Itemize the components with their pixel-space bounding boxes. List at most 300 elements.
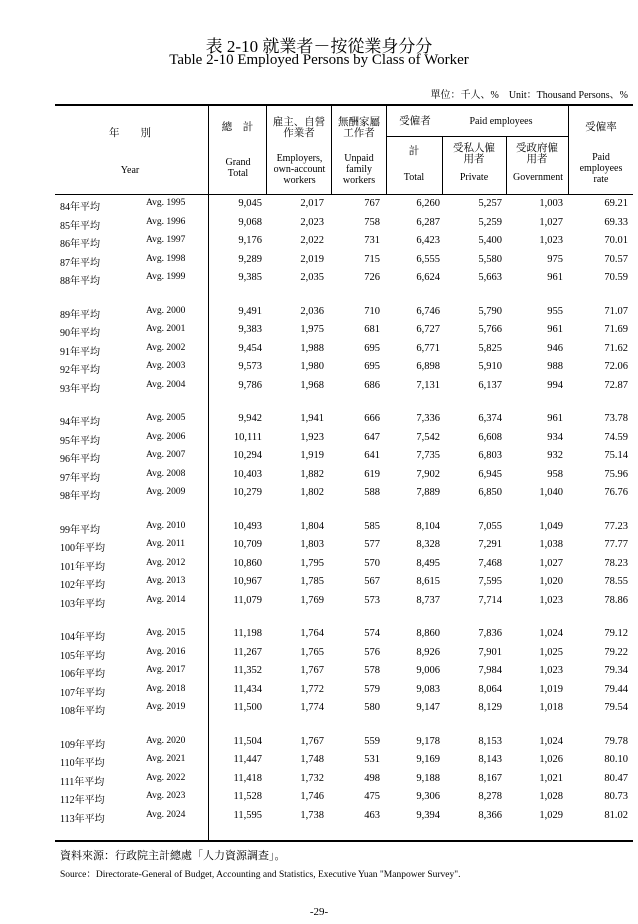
cell-unpaid: 577 [364, 539, 380, 550]
cell-paid: 9,147 [416, 702, 440, 713]
cell-gov: 1,038 [539, 539, 563, 550]
cell-rate: 79.54 [604, 702, 628, 713]
cell-unpaid: 758 [364, 216, 380, 228]
cell-total: 9,491 [238, 305, 262, 317]
cell-total: 9,383 [238, 324, 262, 335]
cell-unpaid: 767 [364, 198, 380, 209]
cell-en: Avg. 2020 [146, 735, 186, 746]
cell-en: Avg. 2002 [146, 342, 186, 353]
cell-en: Avg. 2016 [146, 646, 186, 657]
cell-gov: 1,028 [539, 791, 563, 802]
cell-rate: 71.07 [604, 305, 628, 317]
header-employer-zh: 雇主、自營作業者 [272, 117, 326, 139]
cell-paid: 7,735 [416, 450, 440, 461]
cell-zh: 109年平均 [60, 739, 105, 751]
cell-gov: 1,024 [539, 735, 563, 747]
cell-private: 5,259 [478, 216, 502, 228]
cell-unpaid: 641 [364, 450, 380, 461]
cell-gov: 1,019 [539, 683, 563, 695]
cell-unpaid: 726 [364, 272, 380, 283]
cell-zh: 95年平均 [60, 435, 100, 447]
cell-zh: 98年平均 [60, 491, 100, 502]
cell-employer: 1,767 [300, 665, 324, 676]
cell-zh: 103年平均 [60, 598, 105, 610]
cell-employer: 1,772 [300, 683, 324, 695]
cell-unpaid: 567 [364, 576, 380, 587]
header-total-en: Grand Total [225, 157, 251, 179]
cell-unpaid: 619 [364, 468, 380, 480]
cell-private: 6,608 [478, 431, 502, 443]
header-gov-zh: 受政府僱用者 [516, 143, 558, 165]
cell-employer: 1,882 [300, 468, 324, 480]
cell-rate: 80.10 [604, 754, 628, 765]
cell-employer: 1,732 [300, 772, 324, 784]
cell-paid: 8,495 [416, 557, 440, 569]
cell-gov: 1,020 [539, 576, 563, 587]
cell-private: 5,766 [478, 324, 502, 335]
cell-unpaid: 463 [364, 809, 380, 821]
cell-zh: 111年平均 [60, 776, 105, 788]
cell-total: 10,860 [233, 557, 262, 569]
cell-paid: 6,727 [416, 324, 440, 335]
cell-employer: 2,022 [300, 235, 324, 246]
cell-employer: 1,980 [300, 361, 324, 372]
cell-gov: 975 [547, 253, 563, 265]
header-divider-2 [331, 104, 332, 194]
table-title-en: Table 2-10 Employed Persons by Class of Worker [169, 52, 469, 68]
cell-private: 5,790 [478, 305, 502, 317]
cell-private: 7,836 [478, 628, 502, 639]
cell-en: Avg. 2003 [146, 361, 186, 371]
cell-zh: 108年平均 [60, 706, 105, 717]
cell-rate: 79.22 [604, 646, 628, 658]
cell-employer: 1,785 [300, 576, 324, 587]
cell-total: 11,198 [233, 628, 262, 639]
cell-rate: 78.23 [604, 557, 628, 569]
cell-en: Avg. 1995 [146, 198, 186, 208]
cell-private: 5,580 [478, 253, 502, 265]
cell-en: Avg. 2015 [146, 628, 186, 638]
cell-private: 8,143 [478, 754, 502, 765]
cell-employer: 2,019 [300, 253, 324, 265]
cell-unpaid: 731 [364, 235, 380, 246]
cell-unpaid: 647 [364, 431, 380, 443]
cell-private: 6,137 [478, 379, 502, 391]
cell-rate: 72.87 [604, 379, 628, 391]
cell-unpaid: 570 [364, 557, 380, 569]
cell-zh: 99年平均 [60, 524, 100, 536]
cell-unpaid: 475 [364, 791, 380, 802]
header-divider-1 [266, 104, 267, 194]
cell-gov: 1,023 [539, 665, 563, 676]
cell-en: Avg. 2014 [146, 594, 186, 605]
table-title-zh: 表 2-10 就業者－按從業身分分 [205, 37, 433, 56]
cell-en: Avg. 1999 [146, 272, 186, 282]
cell-en: Avg. 2004 [146, 379, 186, 390]
cell-en: Avg. 1996 [146, 216, 186, 227]
cell-employer: 1,968 [300, 379, 324, 391]
cell-zh: 112年平均 [60, 795, 105, 806]
cell-gov: 946 [547, 342, 563, 354]
cell-paid: 6,746 [416, 305, 440, 317]
header-divider-4 [442, 136, 443, 194]
page-number: -29- [309, 906, 329, 918]
cell-paid: 6,771 [416, 342, 440, 354]
source-note-zh: 資料來源：行政院主計總處「人力資源調查」。 [60, 850, 286, 862]
cell-gov: 1,003 [539, 198, 563, 209]
cell-private: 5,257 [478, 198, 502, 209]
cell-rate: 80.73 [604, 791, 628, 802]
cell-en: Avg. 2021 [146, 754, 186, 764]
cell-employer: 1,764 [300, 628, 324, 639]
cell-private: 7,984 [478, 665, 502, 676]
cell-total: 9,454 [238, 342, 262, 354]
cell-zh: 88年平均 [60, 276, 100, 287]
cell-unpaid: 498 [364, 772, 380, 784]
cell-private: 5,400 [478, 235, 502, 246]
cell-total: 10,967 [233, 576, 262, 587]
cell-employer: 1,919 [300, 450, 324, 461]
cell-gov: 1,049 [539, 520, 563, 532]
cell-gov: 1,024 [539, 628, 563, 639]
header-total-zh: 總 計 [221, 122, 254, 133]
cell-gov: 934 [547, 431, 563, 443]
cell-zh: 92年平均 [60, 365, 100, 376]
cell-employer: 1,765 [300, 646, 324, 658]
cell-paid: 9,178 [416, 735, 440, 747]
cell-gov: 932 [547, 450, 563, 461]
cell-private: 8,153 [478, 735, 502, 747]
cell-rate: 80.47 [604, 772, 628, 784]
cell-total: 9,942 [238, 413, 262, 424]
cell-rate: 79.34 [604, 665, 628, 676]
cell-employer: 1,738 [300, 809, 324, 821]
cell-en: Avg. 2006 [146, 431, 186, 442]
cell-total: 11,500 [233, 702, 262, 713]
cell-total: 11,079 [233, 594, 262, 606]
cell-total: 10,709 [233, 539, 262, 550]
cell-total: 10,294 [233, 450, 262, 461]
cell-total: 9,045 [238, 198, 262, 209]
header-paid-total-zh: 計 [408, 146, 420, 157]
cell-employer: 1,774 [300, 702, 324, 713]
cell-en: Avg. 2023 [146, 791, 186, 801]
cell-private: 7,714 [478, 594, 502, 606]
cell-gov: 1,040 [539, 487, 563, 498]
cell-private: 6,945 [478, 468, 502, 480]
cell-gov: 955 [547, 305, 563, 317]
cell-paid: 8,104 [416, 520, 440, 532]
cell-zh: 96年平均 [60, 454, 100, 465]
cell-zh: 102年平均 [60, 580, 105, 591]
cell-employer: 1,975 [300, 324, 324, 335]
cell-private: 6,374 [478, 413, 502, 424]
cell-paid: 9,006 [416, 665, 440, 676]
cell-unpaid: 585 [364, 520, 380, 532]
cell-total: 11,447 [233, 754, 262, 765]
cell-unpaid: 681 [364, 324, 380, 335]
cell-paid: 9,306 [416, 791, 440, 802]
header-year-en: Year [120, 165, 140, 176]
cell-unpaid: 715 [364, 253, 380, 265]
cell-private: 7,901 [478, 646, 502, 658]
cell-private: 7,055 [478, 520, 502, 532]
cell-unpaid: 559 [364, 735, 380, 747]
cell-zh: 101年平均 [60, 561, 105, 573]
cell-unpaid: 578 [364, 665, 380, 676]
cell-gov: 1,029 [539, 809, 563, 821]
cell-rate: 77.23 [604, 520, 628, 532]
cell-total: 10,403 [233, 468, 262, 480]
cell-private: 7,595 [478, 576, 502, 587]
cell-rate: 78.86 [604, 594, 628, 606]
cell-en: Avg. 2010 [146, 520, 186, 531]
cell-zh: 107年平均 [60, 687, 105, 699]
cell-rate: 79.78 [604, 735, 628, 747]
cell-gov: 994 [547, 379, 563, 391]
cell-zh: 106年平均 [60, 669, 105, 680]
cell-total: 11,352 [233, 665, 262, 676]
cell-gov: 1,027 [539, 216, 563, 228]
source-note-en: Source：Directorate-General of Budget, Accounting and Statistics, Executive Yuan "Manpower Survey". [60, 870, 461, 880]
cell-private: 5,663 [478, 272, 502, 283]
cell-employer: 2,023 [300, 216, 324, 228]
cell-paid: 8,860 [416, 628, 440, 639]
cell-rate: 73.78 [604, 413, 628, 424]
cell-private: 8,064 [478, 683, 502, 695]
table-bottom-rule [55, 840, 633, 842]
cell-paid: 9,169 [416, 754, 440, 765]
cell-private: 7,291 [478, 539, 502, 550]
cell-paid: 9,394 [416, 809, 440, 821]
cell-total: 10,279 [233, 487, 262, 498]
cell-rate: 72.06 [604, 361, 628, 372]
cell-zh: 113年平均 [60, 813, 105, 825]
cell-unpaid: 576 [364, 646, 380, 658]
cell-gov: 1,027 [539, 557, 563, 569]
cell-total: 9,068 [238, 216, 262, 228]
cell-gov: 961 [547, 324, 563, 335]
cell-rate: 81.02 [604, 809, 628, 821]
cell-unpaid: 573 [364, 594, 380, 606]
cell-zh: 93年平均 [60, 383, 100, 395]
cell-employer: 1,802 [300, 487, 324, 498]
cell-unpaid: 666 [364, 413, 380, 424]
header-private-zh: 受私人僱用者 [453, 143, 495, 165]
cell-total: 11,418 [233, 772, 262, 784]
cell-total: 9,289 [238, 253, 262, 265]
cell-employer: 2,035 [300, 272, 324, 283]
header-gov-en: Government [513, 172, 563, 183]
header-rate-en: Paid employees rate [579, 152, 623, 185]
cell-zh: 87年平均 [60, 257, 100, 269]
cell-gov: 1,021 [539, 772, 563, 784]
cell-paid: 7,889 [416, 487, 440, 498]
cell-zh: 104年平均 [60, 632, 105, 643]
cell-rate: 79.12 [604, 628, 628, 639]
cell-rate: 76.76 [604, 487, 628, 498]
cell-total: 10,111 [233, 431, 262, 443]
cell-gov: 1,018 [539, 702, 563, 713]
header-private-en: Private [459, 172, 489, 183]
cell-private: 8,366 [478, 809, 502, 821]
cell-paid: 9,188 [416, 772, 440, 784]
cell-employer: 1,795 [300, 557, 324, 569]
header-divider-6 [568, 104, 569, 194]
cell-gov: 961 [547, 413, 563, 424]
year-column-divider [208, 104, 209, 840]
cell-unpaid: 695 [364, 342, 380, 354]
cell-employer: 1,988 [300, 342, 324, 354]
cell-employer: 1,923 [300, 431, 324, 443]
paid-group-rule [386, 136, 568, 137]
cell-en: Avg. 2001 [146, 324, 186, 334]
header-paid-zh: 受僱者 [399, 116, 431, 127]
header-paid-total-en: Total [403, 172, 425, 183]
cell-unpaid: 686 [364, 379, 380, 391]
cell-en: Avg. 2022 [146, 772, 186, 783]
cell-en: Avg. 2000 [146, 305, 186, 316]
cell-private: 7,468 [478, 557, 502, 569]
cell-paid: 6,624 [416, 272, 440, 283]
cell-paid: 6,287 [416, 216, 440, 228]
cell-gov: 958 [547, 468, 563, 480]
cell-zh: 89年平均 [60, 309, 100, 321]
cell-paid: 7,542 [416, 431, 440, 443]
cell-rate: 75.96 [604, 468, 628, 480]
cell-gov: 1,026 [539, 754, 563, 765]
cell-en: Avg. 2024 [146, 809, 186, 820]
cell-employer: 1,746 [300, 791, 324, 802]
cell-paid: 6,260 [416, 198, 440, 209]
cell-employer: 1,767 [300, 735, 324, 747]
cell-paid: 8,737 [416, 594, 440, 606]
cell-private: 5,910 [478, 361, 502, 372]
cell-total: 9,786 [238, 379, 262, 391]
cell-gov: 1,023 [539, 594, 563, 606]
cell-en: Avg. 2005 [146, 413, 186, 423]
cell-rate: 78.55 [604, 576, 628, 587]
cell-zh: 105年平均 [60, 650, 105, 662]
cell-paid: 8,328 [416, 539, 440, 550]
cell-en: Avg. 2012 [146, 557, 186, 568]
cell-total: 11,434 [233, 683, 262, 695]
cell-total: 9,385 [238, 272, 262, 283]
cell-total: 11,504 [233, 735, 262, 747]
cell-employer: 1,804 [300, 520, 324, 532]
cell-en: Avg. 2008 [146, 468, 186, 479]
cell-private: 8,129 [478, 702, 502, 713]
cell-employer: 1,803 [300, 539, 324, 550]
cell-en: Avg. 2013 [146, 576, 186, 586]
cell-gov: 988 [547, 361, 563, 372]
header-year-zh: 年 別 [109, 128, 151, 139]
cell-private: 6,850 [478, 487, 502, 498]
cell-en: Avg. 2017 [146, 665, 186, 675]
cell-zh: 91年平均 [60, 346, 100, 358]
cell-en: Avg. 2011 [146, 539, 186, 549]
header-paid-en: Paid employees [469, 116, 533, 127]
cell-total: 11,528 [233, 791, 262, 802]
cell-rate: 70.01 [604, 235, 628, 246]
cell-rate: 74.59 [604, 431, 628, 443]
cell-rate: 71.62 [604, 342, 628, 354]
cell-zh: 84年平均 [60, 202, 100, 213]
header-divider-3 [386, 104, 387, 194]
header-unpaid-zh: 無酬家屬工作者 [338, 117, 380, 139]
cell-paid: 8,926 [416, 646, 440, 658]
cell-unpaid: 695 [364, 361, 380, 372]
cell-unpaid: 588 [364, 487, 380, 498]
cell-en: Avg. 2019 [146, 702, 186, 712]
cell-employer: 2,036 [300, 305, 324, 317]
cell-zh: 90年平均 [60, 328, 100, 339]
cell-private: 8,278 [478, 791, 502, 802]
cell-gov: 1,025 [539, 646, 563, 658]
cell-private: 8,167 [478, 772, 502, 784]
header-rate-zh: 受僱率 [585, 122, 617, 133]
cell-paid: 7,336 [416, 413, 440, 424]
table-top-rule [55, 104, 633, 106]
header-unpaid-en: Unpaid family workers [342, 153, 376, 186]
cell-private: 6,803 [478, 450, 502, 461]
cell-paid: 6,898 [416, 361, 440, 372]
cell-zh: 100年平均 [60, 543, 105, 554]
cell-employer: 2,017 [300, 198, 324, 209]
cell-zh: 94年平均 [60, 417, 100, 428]
cell-en: Avg. 1998 [146, 253, 186, 264]
unit-note: 單位：千人、% Unit：Thousand Persons、% [430, 90, 628, 101]
cell-en: Avg. 1997 [146, 235, 186, 245]
cell-rate: 71.69 [604, 324, 628, 335]
cell-unpaid: 579 [364, 683, 380, 695]
cell-gov: 1,023 [539, 235, 563, 246]
cell-en: Avg. 2009 [146, 487, 186, 497]
cell-zh: 86年平均 [60, 239, 100, 250]
cell-employer: 1,941 [300, 413, 324, 424]
cell-unpaid: 580 [364, 702, 380, 713]
cell-unpaid: 531 [364, 754, 380, 765]
cell-zh: 110年平均 [60, 758, 105, 769]
cell-total: 9,573 [238, 361, 262, 372]
cell-total: 11,595 [233, 809, 262, 821]
cell-paid: 6,555 [416, 253, 440, 265]
cell-rate: 69.33 [604, 216, 628, 228]
cell-total: 9,176 [238, 235, 262, 246]
header-bottom-rule [55, 194, 633, 195]
cell-zh: 97年平均 [60, 472, 100, 484]
cell-unpaid: 710 [364, 305, 380, 317]
cell-private: 5,825 [478, 342, 502, 354]
header-divider-5 [506, 136, 507, 194]
cell-total: 11,267 [233, 646, 262, 658]
cell-rate: 70.59 [604, 272, 628, 283]
cell-paid: 7,131 [416, 379, 440, 391]
cell-employer: 1,769 [300, 594, 324, 606]
cell-paid: 8,615 [416, 576, 440, 587]
cell-paid: 7,902 [416, 468, 440, 480]
cell-en: Avg. 2018 [146, 683, 186, 694]
cell-employer: 1,748 [300, 754, 324, 765]
cell-paid: 6,423 [416, 235, 440, 246]
cell-en: Avg. 2007 [146, 450, 186, 460]
cell-zh: 85年平均 [60, 220, 100, 232]
cell-rate: 70.57 [604, 253, 628, 265]
cell-gov: 961 [547, 272, 563, 283]
cell-rate: 79.44 [604, 683, 628, 695]
cell-unpaid: 574 [364, 628, 380, 639]
cell-rate: 69.21 [604, 198, 628, 209]
